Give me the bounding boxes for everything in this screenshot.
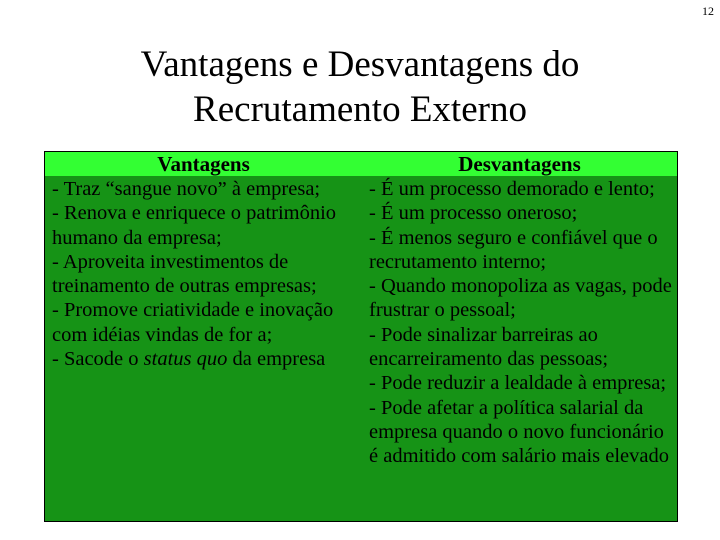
table-body-row [45, 176, 677, 521]
desvantagem-item: - É um processo oneroso; [369, 202, 578, 225]
slide-title-line-2: Recrutamento Externo [193, 89, 527, 130]
comparison-table [44, 151, 678, 522]
vantagens-column [45, 176, 362, 521]
desvantagem-item: - Pode afetar a política salarial da empresa quando o novo funcionário é admitido com salário mais elevado [369, 396, 670, 468]
vantagem-item: - Renova e enriquece o patrimônio humano da empresa; [52, 202, 337, 249]
desvantagem-item: - É menos seguro e confiável que o recrutamento interno; [369, 226, 658, 273]
vantagem-item: - Aproveita investimentos de treinamento de outras empresas; [52, 250, 317, 298]
slide-title [0, 42, 720, 132]
desvantagens-column [362, 176, 677, 521]
desvantagem-item: - Quando monopoliza as vagas, pode frustrar o pessoal; [369, 275, 672, 322]
page-number: 12 [702, 4, 714, 18]
vantagem-item: - Traz “sangue novo” à empresa; [52, 178, 321, 200]
desvantagem-item: - Pode reduzir a lealdade à empresa; [369, 372, 667, 395]
header-desvantagens: Desvantagens [458, 152, 581, 176]
header-vantagens: Vantagens [157, 152, 250, 176]
desvantagem-item: - Pode sinalizar barreiras ao encarreiramento das pessoas; [369, 323, 609, 371]
vantagem-item: - Promove criatividade e inovação com idéias vindas de for a; [52, 299, 334, 346]
table-header-row [45, 152, 677, 176]
vantagem-last-italic: status quo [143, 348, 228, 371]
slide-title-line-1: Vantagens e Desvantagens do [140, 44, 580, 85]
vantagem-item-last [52, 347, 360, 371]
desvantagem-item: - É um processo demorado e lento; [369, 178, 655, 200]
vantagem-last-prefix: - Sacode o [52, 348, 144, 371]
vantagem-last-suffix: da empresa [227, 348, 326, 371]
